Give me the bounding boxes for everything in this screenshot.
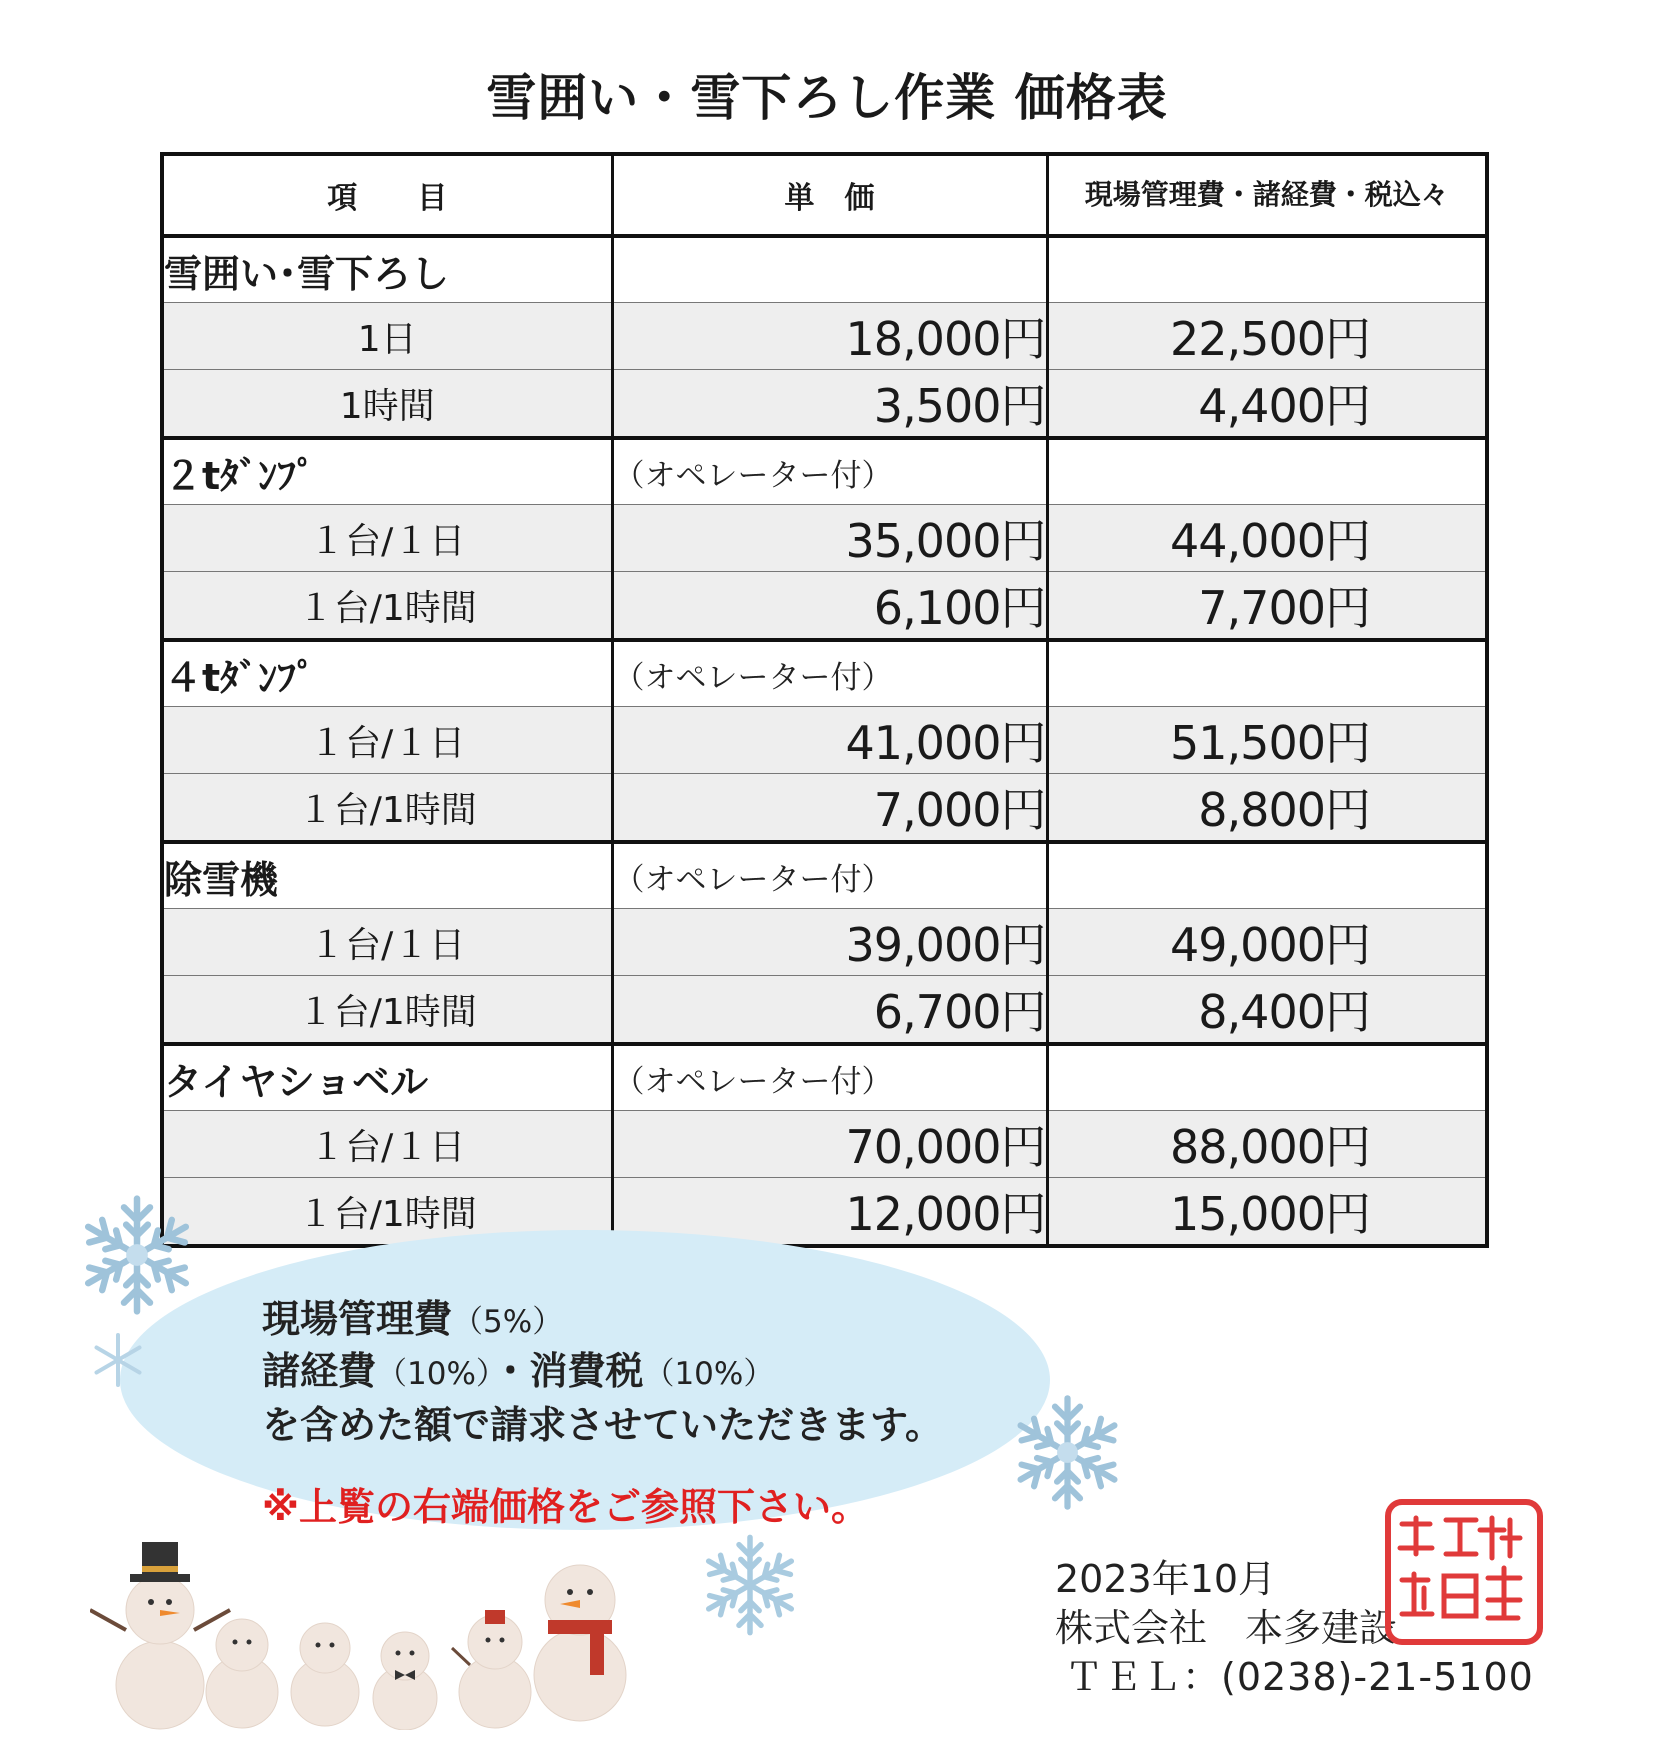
- snowflake-icon: [695, 1530, 805, 1640]
- unit-price: 3,500円: [612, 370, 1047, 439]
- empty-cell: [1047, 640, 1487, 707]
- note-line-3: を含めた額で請求させていただきます。: [262, 1403, 943, 1447]
- phone-number: ＴＥＬ：(0238)-21-5100: [1065, 1655, 1534, 1699]
- note-red-reference: ※上覧の右端価格をご参照下さい。: [262, 1485, 869, 1529]
- snowflake-icon: [1005, 1390, 1130, 1515]
- header-unit-price: 単 価: [612, 154, 1047, 236]
- note-mgmt-fee: 現場管理費: [262, 1297, 453, 1341]
- category-label: 除雪機: [162, 842, 612, 909]
- price-table: [160, 152, 1489, 1248]
- category-row: [162, 236, 1487, 303]
- unit-price: 18,000円: [612, 303, 1047, 370]
- category-label: 雪囲い･雪下ろし: [162, 236, 612, 303]
- total-price: 15,000円: [1047, 1178, 1487, 1247]
- item-label: 1日: [162, 303, 612, 370]
- item-label: １台/1時間: [162, 572, 612, 641]
- item-label: １台/１日: [162, 909, 612, 976]
- category-label: ２tﾀﾞﾝﾌﾟ: [162, 438, 612, 505]
- company-name: 株式会社 本多建設: [1055, 1606, 1398, 1650]
- unit-price: 39,000円: [612, 909, 1047, 976]
- total-price: 4,400円: [1047, 370, 1487, 439]
- item-label: 1時間: [162, 370, 612, 439]
- operator-note: [612, 236, 1047, 303]
- item-label: １台/1時間: [162, 774, 612, 843]
- table-row: [162, 505, 1487, 572]
- category-row: [162, 842, 1487, 909]
- unit-price: 41,000円: [612, 707, 1047, 774]
- table-row: [162, 909, 1487, 976]
- table-row: [162, 707, 1487, 774]
- empty-cell: [1047, 236, 1487, 303]
- category-row: [162, 438, 1487, 505]
- table-row: [162, 1111, 1487, 1178]
- item-label: １台/１日: [162, 707, 612, 774]
- note-line-1: [262, 1288, 563, 1343]
- snowflake-icon: [72, 1190, 202, 1320]
- table-row: [162, 774, 1487, 843]
- header-item: 項 目: [162, 154, 612, 236]
- table-row: [162, 1178, 1487, 1247]
- empty-cell: [1047, 438, 1487, 505]
- item-label: １台/１日: [162, 1111, 612, 1178]
- note-tax: 消費税: [529, 1349, 644, 1393]
- note-expenses-pct: （10%）: [376, 1356, 492, 1392]
- total-price: 44,000円: [1047, 505, 1487, 572]
- total-price: 8,400円: [1047, 976, 1487, 1045]
- snowmen-illustration: [90, 1470, 650, 1730]
- item-label: １台/1時間: [162, 1178, 612, 1247]
- table-header-row: [162, 154, 1487, 236]
- category-row: [162, 1044, 1487, 1111]
- note-tax-pct: （10%）: [643, 1356, 775, 1392]
- note-separator: ・: [491, 1349, 530, 1393]
- total-price: 51,500円: [1047, 707, 1487, 774]
- note-mgmt-pct: （5%）: [452, 1304, 564, 1340]
- note-line-2: [262, 1340, 774, 1395]
- unit-price: 7,000円: [612, 774, 1047, 843]
- operator-note: （オペレーター付）: [612, 1044, 1047, 1111]
- empty-cell: [1047, 1044, 1487, 1111]
- table-row: [162, 976, 1487, 1045]
- category-label: タイヤショベル: [162, 1044, 612, 1111]
- snowflake-icon: [88, 1330, 148, 1390]
- page-title: 雪囲い・雪下ろし作業 価格表: [486, 69, 1168, 127]
- unit-price: 70,000円: [612, 1111, 1047, 1178]
- item-label: １台/１日: [162, 505, 612, 572]
- note-expenses: 諸経費: [262, 1349, 377, 1393]
- total-price: 88,000円: [1047, 1111, 1487, 1178]
- operator-note: （オペレーター付）: [612, 640, 1047, 707]
- operator-note: （オペレーター付）: [612, 842, 1047, 909]
- unit-price: 6,100円: [612, 572, 1047, 641]
- table-row: [162, 303, 1487, 370]
- header-total-price: 現場管理費・諸経費・税込々: [1047, 154, 1487, 236]
- issue-date: 2023年10月: [1055, 1557, 1277, 1601]
- total-price: 22,500円: [1047, 303, 1487, 370]
- company-seal-icon: [1384, 1498, 1544, 1646]
- operator-note: （オペレーター付）: [612, 438, 1047, 505]
- unit-price: 12,000円: [612, 1178, 1047, 1247]
- table-row: [162, 572, 1487, 641]
- total-price: 49,000円: [1047, 909, 1487, 976]
- category-label: ４tﾀﾞﾝﾌﾟ: [162, 640, 612, 707]
- category-row: [162, 640, 1487, 707]
- unit-price: 35,000円: [612, 505, 1047, 572]
- total-price: 7,700円: [1047, 572, 1487, 641]
- empty-cell: [1047, 842, 1487, 909]
- unit-price: 6,700円: [612, 976, 1047, 1045]
- item-label: １台/1時間: [162, 976, 612, 1045]
- table-row: [162, 370, 1487, 439]
- total-price: 8,800円: [1047, 774, 1487, 843]
